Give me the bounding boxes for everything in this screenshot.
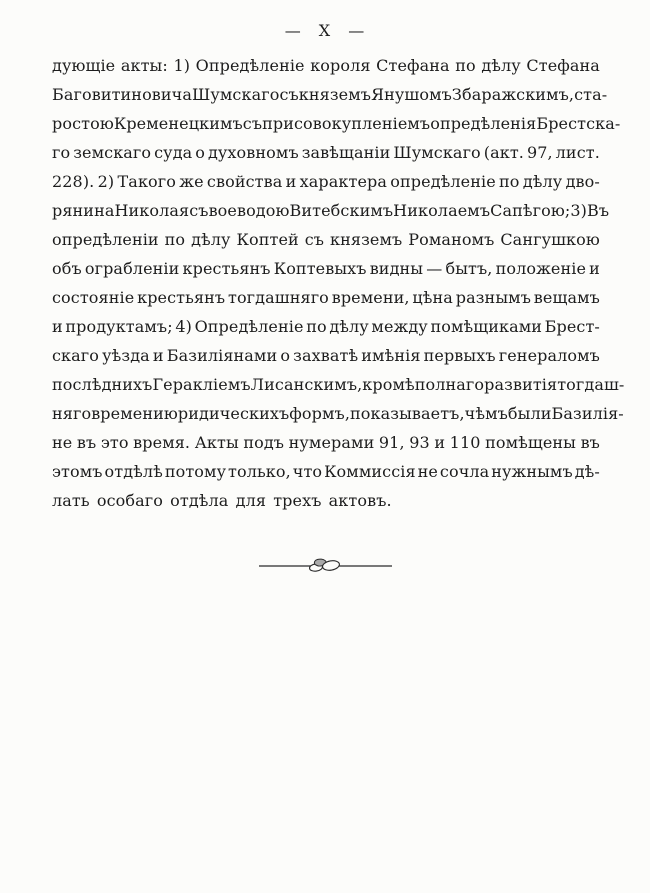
text-line: [52, 341, 600, 370]
word: нужнымъ: [491, 462, 573, 481]
word: —: [426, 259, 443, 278]
word: Коптевыхъ: [273, 259, 367, 278]
word: опредѣленіе: [390, 172, 496, 191]
word: Такого: [117, 172, 176, 191]
word: положеніе: [495, 259, 587, 278]
word: время.: [133, 433, 191, 452]
text-line: [52, 283, 600, 312]
word: дѣлу: [481, 56, 521, 75]
word: присовокупленіемъ: [262, 114, 431, 133]
text-line: [52, 51, 600, 80]
word: съ: [189, 201, 209, 220]
word: 91,: [378, 433, 405, 452]
word: это: [100, 433, 129, 452]
word: въ: [580, 433, 600, 452]
word: о: [280, 346, 291, 365]
word: между: [371, 317, 428, 336]
text-line: [52, 109, 621, 138]
text-line: [52, 312, 600, 341]
word: по: [455, 56, 476, 75]
word: 4): [175, 317, 192, 336]
word: го: [52, 143, 71, 162]
word: 2): [97, 172, 115, 191]
text-line: [52, 428, 600, 457]
word: по: [164, 230, 186, 249]
word: разнымъ: [455, 288, 531, 307]
divider-flourish-icon: [255, 552, 395, 578]
word: Збаражскимъ,: [451, 85, 575, 104]
word: послѣднихъ: [52, 375, 153, 394]
word: состояніе: [52, 288, 135, 307]
word: тогдашняго: [228, 288, 329, 307]
word: дѣлу: [329, 317, 369, 336]
word: земскаго: [73, 143, 152, 162]
word: дѣлу: [522, 172, 563, 191]
word: по: [499, 172, 520, 191]
word: съ: [279, 85, 299, 104]
word: и: [152, 346, 164, 365]
word: 228).: [52, 172, 95, 191]
word: княземъ: [330, 230, 403, 249]
word: не: [417, 462, 438, 481]
word: (акт.: [483, 143, 524, 162]
word: захватѣ: [293, 346, 359, 365]
text-line: [52, 399, 624, 428]
word: видны: [369, 259, 424, 278]
word: Шумскаго: [393, 143, 481, 162]
word: кромѣ: [362, 375, 415, 394]
text-line: лать особаго отдѣла для трехъ актовъ.: [52, 491, 392, 510]
word: Коптей: [236, 230, 299, 249]
word: ста-: [574, 85, 608, 104]
word: суда: [154, 143, 193, 162]
word: помѣщиками: [430, 317, 543, 336]
word: Коммиссія: [324, 462, 416, 481]
paragraph: [52, 51, 625, 515]
word: Шумскаго: [192, 85, 280, 104]
word: Геракліемъ: [152, 375, 251, 394]
word: отдѣлѣ: [104, 462, 163, 481]
word: Баговитиновича: [52, 85, 192, 104]
page-number: — X —: [284, 21, 366, 40]
word: по: [306, 317, 327, 336]
word: подъ: [243, 433, 285, 452]
word: полнаго: [414, 375, 485, 394]
word: Стефана: [376, 56, 450, 75]
word: Брест-: [544, 317, 600, 336]
word: времени,: [331, 288, 410, 307]
word: времени: [91, 404, 164, 423]
word: характера: [299, 172, 388, 191]
word: воеводою: [208, 201, 290, 220]
text-line: [52, 167, 600, 196]
word: объ: [52, 259, 82, 278]
word: юридическихъ: [163, 404, 290, 423]
word: Брестска-: [536, 114, 621, 133]
word: ростою: [52, 114, 114, 133]
word: Кременецкимъ: [113, 114, 243, 133]
word: лист.: [555, 143, 600, 162]
word: показываетъ,: [350, 404, 465, 423]
word: Лисанскимъ,: [250, 375, 363, 394]
text-line: [52, 225, 600, 254]
word: только,: [228, 462, 291, 481]
word: нумерами: [288, 433, 375, 452]
word: и: [285, 172, 297, 191]
word: опредѣленія: [430, 114, 537, 133]
word: о: [195, 143, 205, 162]
word: что: [292, 462, 323, 481]
word: Сангушкою: [500, 230, 600, 249]
word: и: [434, 433, 446, 452]
word: короля: [310, 56, 371, 75]
word: чѣмъ: [464, 404, 508, 423]
word: помѣщены: [485, 433, 577, 452]
text-line: [52, 80, 608, 109]
word: въ: [76, 433, 97, 452]
word: потому: [164, 462, 227, 481]
word: формъ,: [289, 404, 351, 423]
word: и: [52, 317, 63, 336]
word: ограбленіи: [84, 259, 180, 278]
word: крестьянъ: [137, 288, 226, 307]
word: 97,: [526, 143, 553, 162]
word: духовномъ: [207, 143, 299, 162]
word: съ: [304, 230, 325, 249]
word: сочла: [439, 462, 490, 481]
word: тогдаш-: [557, 375, 625, 394]
word: Николаемъ: [393, 201, 491, 220]
word: Въ: [586, 201, 610, 220]
word: бытъ,: [445, 259, 493, 278]
text-line: [52, 196, 610, 225]
word: уѣзда: [102, 346, 150, 365]
word: продуктамъ;: [65, 317, 173, 336]
word: вещамъ: [533, 288, 600, 307]
word: Николая: [114, 201, 190, 220]
word: крестьянъ: [182, 259, 271, 278]
word: первыхъ: [423, 346, 496, 365]
word: имѣнія: [361, 346, 421, 365]
word: цѣна: [412, 288, 453, 307]
text-line: [52, 370, 625, 399]
word: 1): [173, 56, 191, 75]
word: Янушомъ: [371, 85, 452, 104]
word: завѣщаніи: [301, 143, 391, 162]
word: скаго: [52, 346, 100, 365]
word: этомъ: [52, 462, 103, 481]
word: Базиліянами: [166, 346, 278, 365]
word: дующіе: [52, 56, 116, 75]
word: генераломъ: [498, 346, 600, 365]
word: съ: [242, 114, 263, 133]
word: развитія: [484, 375, 558, 394]
word: дѣлу: [191, 230, 231, 249]
word: 93: [409, 433, 430, 452]
word: Опредѣленіе: [194, 317, 304, 336]
word: Витебскимъ: [289, 201, 394, 220]
word: Базилія-: [551, 404, 624, 423]
word: рянина: [52, 201, 115, 220]
word: дѣ-: [574, 462, 600, 481]
word: Акты: [194, 433, 239, 452]
word: акты:: [120, 56, 168, 75]
text-line: [52, 254, 600, 283]
word: и: [589, 259, 600, 278]
text-line: [52, 457, 600, 486]
word: княземъ: [298, 85, 372, 104]
word: 110: [449, 433, 481, 452]
word: были: [507, 404, 552, 423]
word: опредѣленіи: [52, 230, 159, 249]
word: Опредѣленіе: [195, 56, 305, 75]
word: не: [52, 433, 73, 452]
word: же: [179, 172, 204, 191]
text-line: [52, 138, 600, 167]
word: Стефана: [526, 56, 600, 75]
word: 3): [570, 201, 587, 220]
word: няго: [52, 404, 92, 423]
word: свойства: [206, 172, 283, 191]
word: Сапѣгою;: [490, 201, 571, 220]
word: Романомъ: [408, 230, 495, 249]
word: дво-: [565, 172, 600, 191]
